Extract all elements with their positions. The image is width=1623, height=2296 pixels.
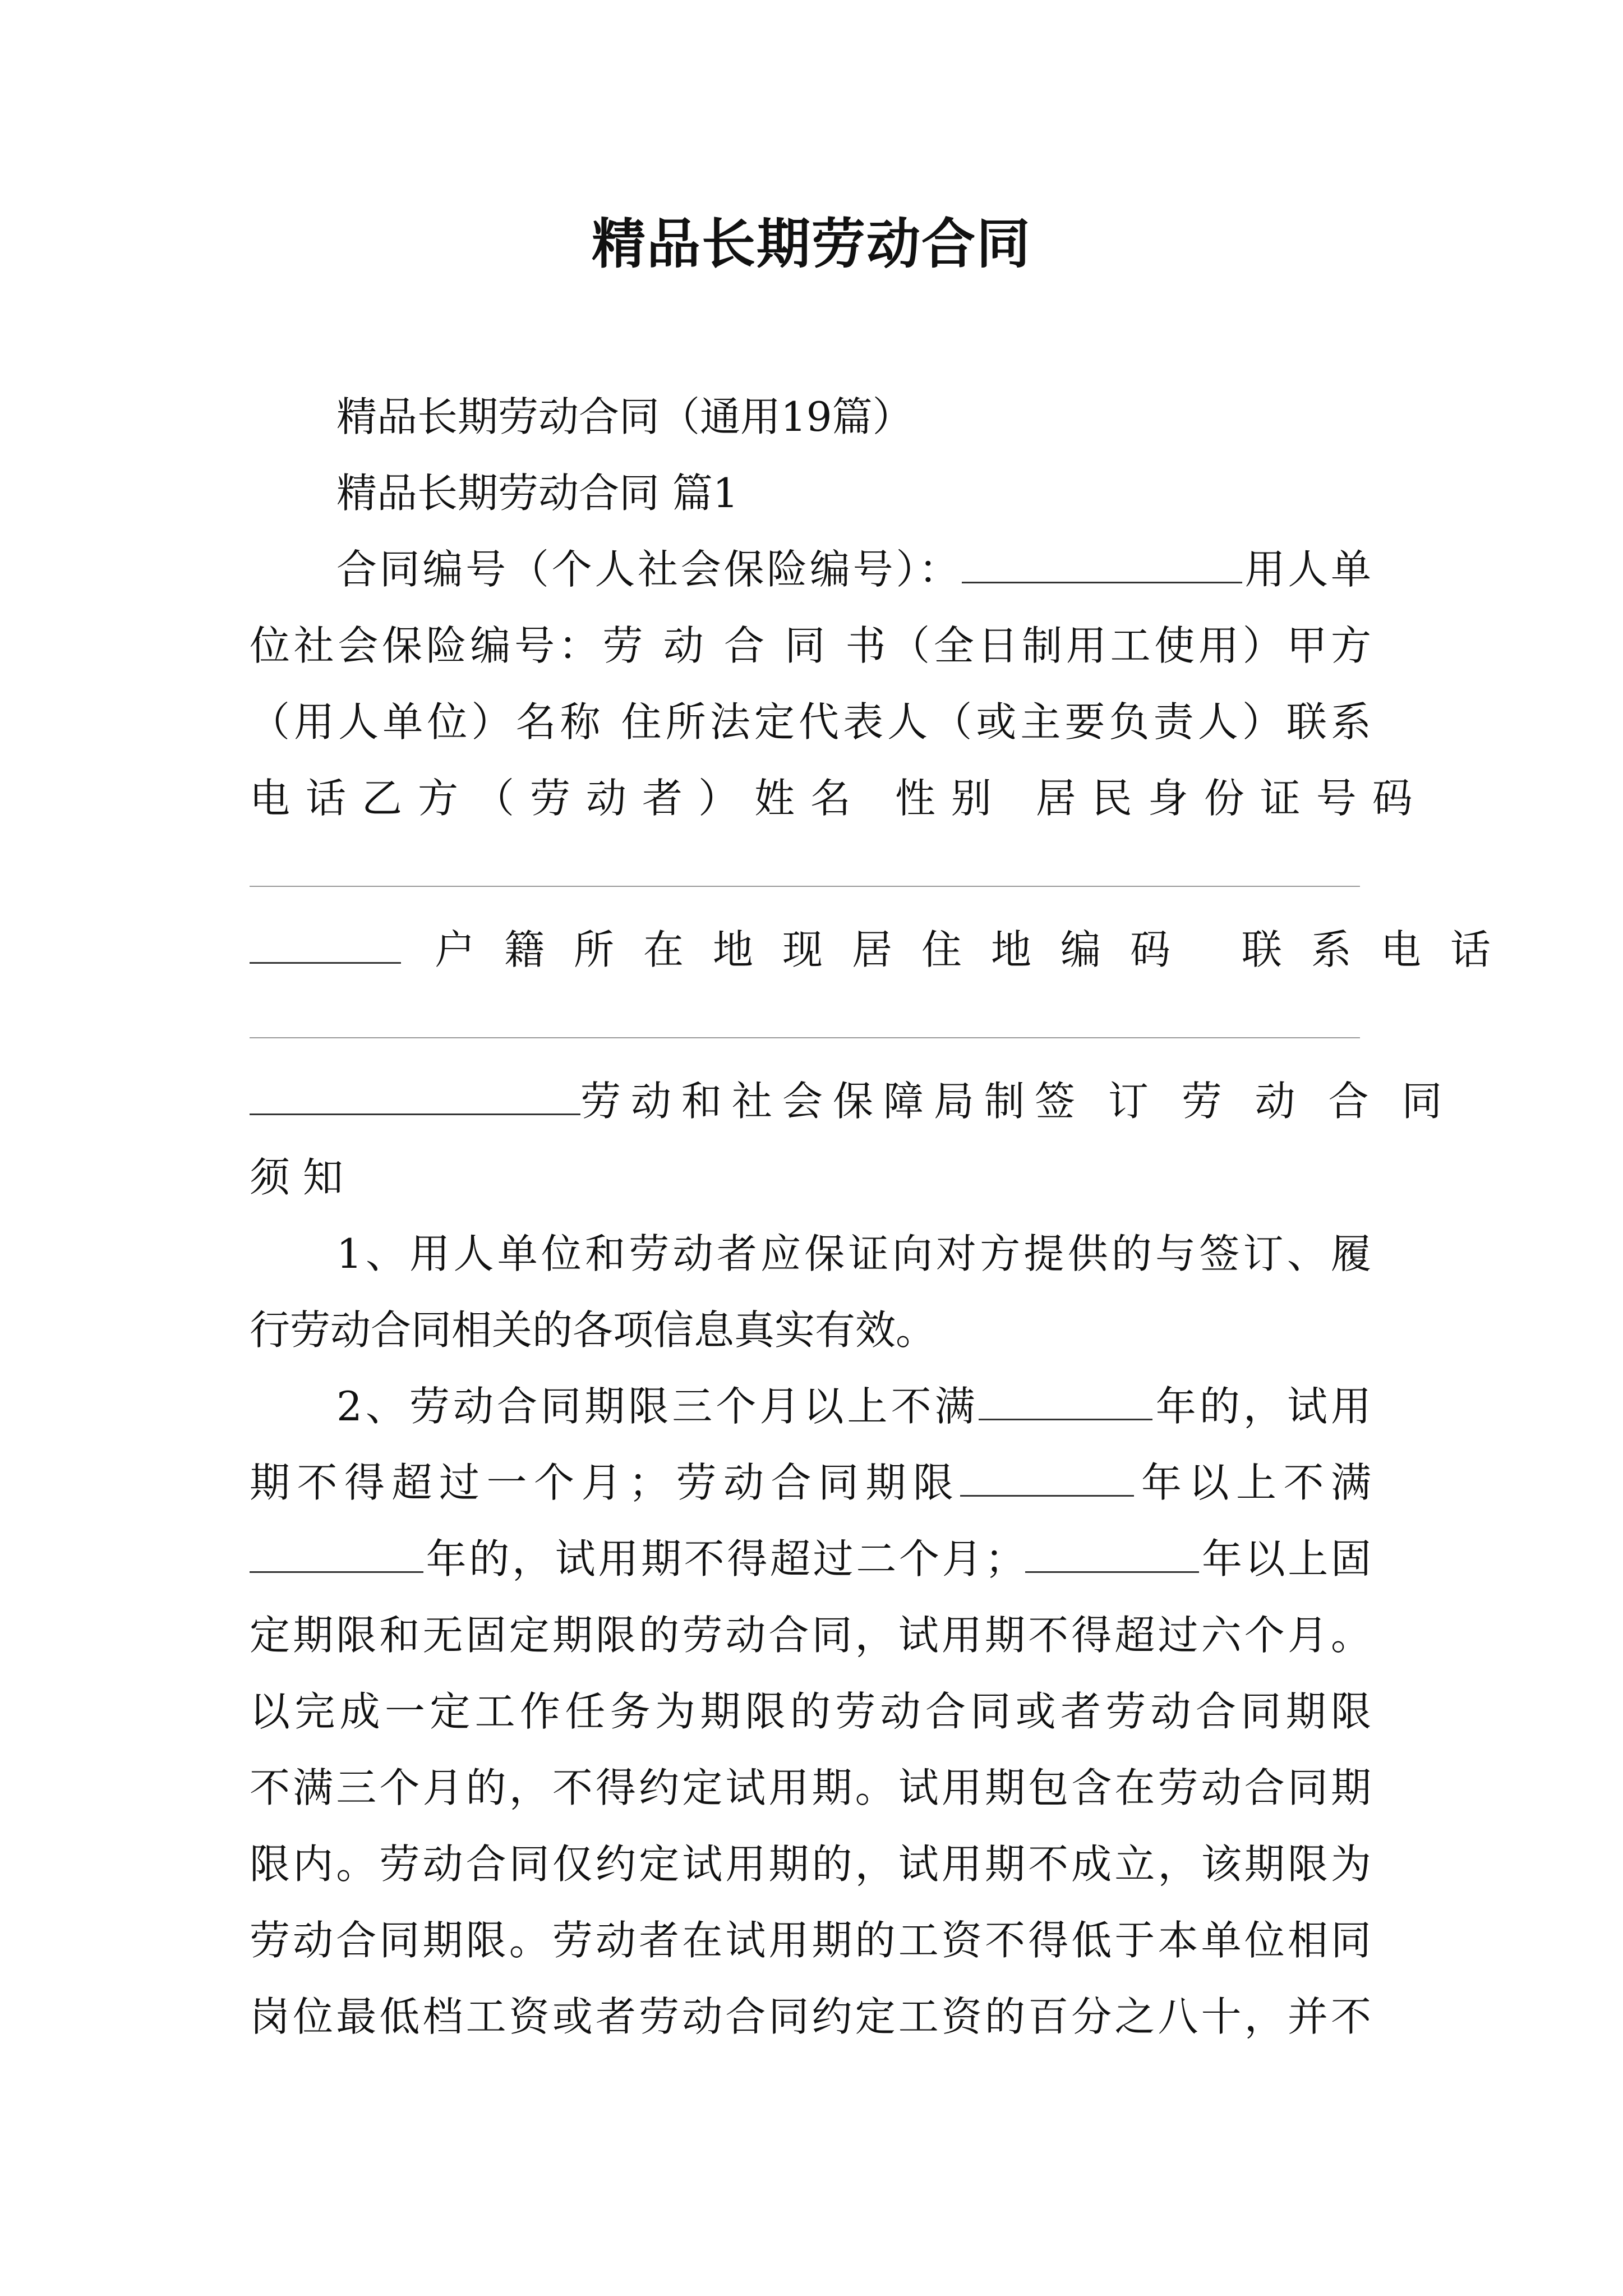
- issuer-line: 劳动和社会保障局制签 订 劳 动 合 同: [250, 1063, 1371, 1139]
- blank-field: [250, 928, 401, 964]
- blank-field: [250, 1080, 580, 1115]
- probation-line: 期不得超过一个月；劳动合同期限 年以上不满: [250, 1459, 1371, 1506]
- probation-line: 年的，试用期不得超过二个月； 年以上固: [250, 1521, 1371, 1597]
- text-line: 以完成一定工作任务为期限的劳动合同或者劳动合同期限: [250, 1688, 1371, 1735]
- document-body: [250, 379, 1520, 2055]
- subtitle-line: 精品长期劳动合同（通用19篇）: [336, 393, 913, 440]
- text-line: 行劳动合同相关的各项信息真实有效。: [250, 1306, 937, 1354]
- document-title: 精品长期劳动合同: [592, 212, 1031, 275]
- probation-line: 2、劳动合同期限三个月以上不满 年的，试用: [336, 1383, 1371, 1430]
- blank-field: [962, 548, 1242, 583]
- text-line: 岗位最低档工资或者劳动合同约定工资的百分之八十，并不: [250, 1993, 1371, 2040]
- text-line: 1、用人单位和劳动者应保证向对方提供的与签订、履: [336, 1230, 1371, 1277]
- blank-rule: [250, 988, 1371, 1063]
- blank-field: [960, 1461, 1134, 1497]
- blank-field: [1025, 1538, 1199, 1573]
- contract-number-line: 合同编号（个人社会保险编号）： 用人单: [336, 546, 1371, 593]
- text-line: 限内。劳动合同仅约定试用期的，试用期不成立，该期限为: [250, 1841, 1371, 1888]
- text-line: 不满三个月的，不得约定试用期。试用期包含在劳动合同期: [250, 1764, 1371, 1811]
- blank-field: [250, 1538, 423, 1573]
- blank-rule: [250, 836, 1371, 912]
- text-line: 定期限和无固定期限的劳动合同，试用期不得超过六个月。: [250, 1612, 1371, 1659]
- text-line: 劳动合同期限。劳动者在试用期的工资不得低于本单位相同: [250, 1917, 1371, 1964]
- blank-field: [979, 1385, 1152, 1420]
- text-line: （用人单位）名称 住所法定代表人（或主要负责人）联系: [250, 698, 1371, 746]
- text-line: 位社会保险编号：劳 动 合 同 书（全日制用工使用）甲方: [250, 622, 1371, 669]
- household-line: 户籍所在地现居住地编码 联系电话: [250, 912, 1371, 988]
- notice-heading: 须 知: [250, 1154, 343, 1201]
- section-heading: 精品长期劳动合同 篇1: [336, 470, 739, 517]
- text-line: 电话乙方（劳动者）姓名 性别 居民身份证号码: [250, 775, 1428, 822]
